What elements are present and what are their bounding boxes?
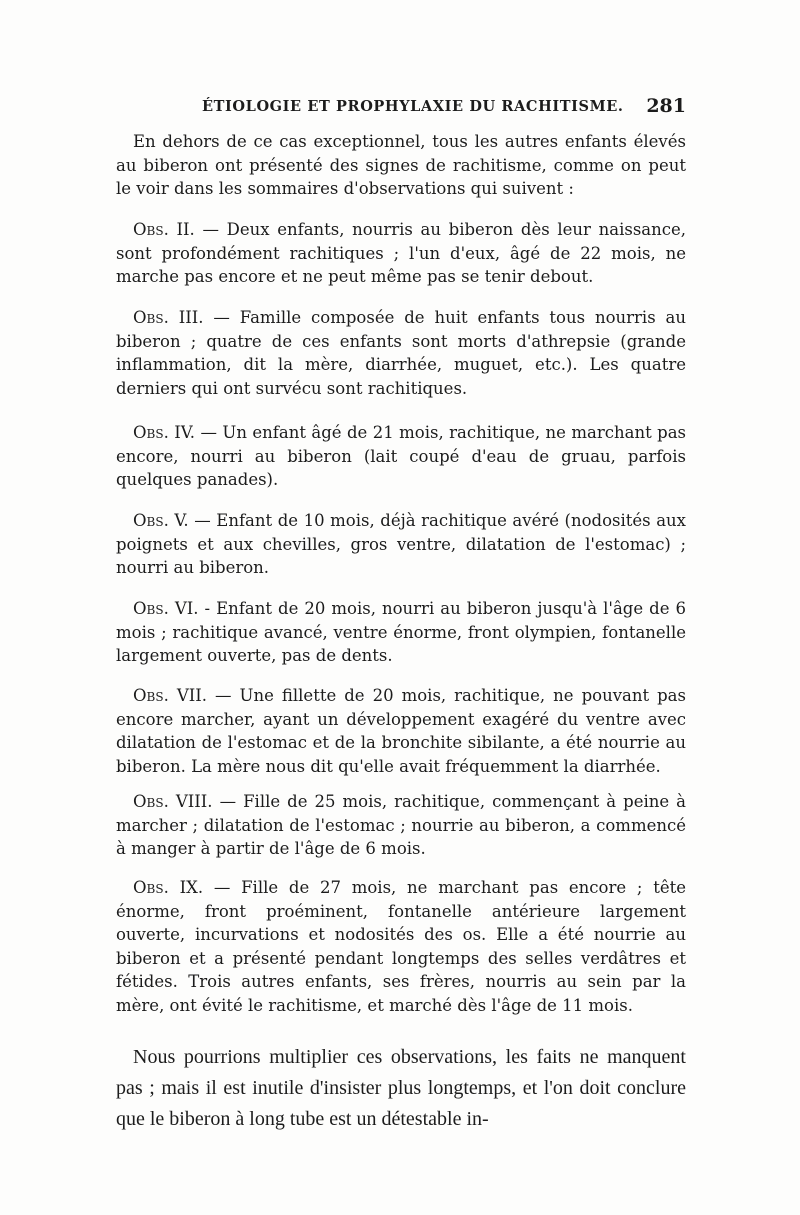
observation-text: — Une fillette de 20 mois, rachitique, ne pouvant pas encore marcher, ayant un développement exagéré du ventre avec dilatation de l'estomac et de la bronchite sibilante, a été nourrie au biberon. La mère nous dit qu'elle avait fréquemment la diarrhée. xyxy=(116,686,686,776)
observation-6 xyxy=(116,597,686,668)
observation-label: Obs. V. xyxy=(133,511,189,530)
observation-label: Obs. II. xyxy=(133,220,195,239)
observation-label: Obs. IX. xyxy=(133,878,204,897)
observation-text: — Fille de 25 mois, rachitique, commençant à peine à marcher ; dilatation de l'estomac ; nourrie au biberon, a commencé à manger à partir de l'âge de 6 mois. xyxy=(116,792,686,858)
observation-text: — Enfant de 10 mois, déjà rachitique avéré (nodosités aux poignets et aux chevilles, gros ventre, dilatation de l'estomac) ; nourri au biberon. xyxy=(116,511,686,577)
observation-3 xyxy=(116,306,686,400)
observation-label: Obs. IV. xyxy=(133,423,196,442)
running-title: ÉTIOLOGIE ET PROPHYLAXIE DU RACHITISME. xyxy=(202,98,624,115)
observation-text: — Fille de 27 mois, ne marchant pas encore ; tête énorme, front proéminent, fontanelle antérieure largement ouverte, incurvations et nodosités des os. Elle a été nourrie au biberon et a présenté pendant longtemps des selles verdâtres et fétides. Trois autres enfants, ses frères, nourris au sein par la mère, ont évité le rachitisme, et marché dès l'âge de 11 mois. xyxy=(116,878,686,1015)
observation-8 xyxy=(116,790,686,861)
observation-label: Obs. VII. xyxy=(133,686,208,705)
observation-text: — Un enfant âgé de 21 mois, rachitique, ne marchant pas encore, nourri au biberon (lait coupé d'eau de gruau, parfois quelques panades). xyxy=(116,423,687,489)
page-header xyxy=(116,95,686,122)
observation-5 xyxy=(116,509,686,580)
observation-9 xyxy=(116,876,686,1017)
conclusion-paragraph: Nous pourrions multiplier ces observations, les faits ne manquent pas ; mais il est inutile d'insister plus longtemps, et l'on doit conclure que le biberon à long tube est un détestable in- xyxy=(116,1046,686,1130)
observation-text: - Enfant de 20 mois, nourri au biberon jusqu'à l'âge de 6 mois ; rachitique avancé, ventre énorme, front olympien, fontanelle largement ouverte, pas de dents. xyxy=(116,599,686,665)
observation-2 xyxy=(116,218,686,289)
observation-text: — Famille composée de huit enfants tous nourris au biberon ; quatre de ces enfants sont morts d'athrepsie (grande inflammation, dit la mère, diarrhée, muguet, etc.). Les quatre derniers qui ont survécu sont rachitiques. xyxy=(116,308,687,398)
observation-7 xyxy=(116,684,686,778)
intro-paragraph: En dehors de ce cas exceptionnel, tous les autres enfants élevés au biberon ont présenté des signes de rachitisme, comme on peut le voir dans les sommaires d'observations qui suivent : xyxy=(116,132,686,198)
page-number: 281 xyxy=(646,95,686,117)
observation-label: Obs. III. xyxy=(133,308,204,327)
observation-label: Obs. VI. xyxy=(133,599,199,618)
observation-text: — Deux enfants, nourris au biberon dès leur naissance, sont profondément rachitiques ; l'un d'eux, âgé de 22 mois, ne marche pas encore et ne peut même pas se tenir debout. xyxy=(116,220,687,286)
observation-label: Obs. VIII. xyxy=(133,792,213,811)
observation-4 xyxy=(116,421,686,492)
